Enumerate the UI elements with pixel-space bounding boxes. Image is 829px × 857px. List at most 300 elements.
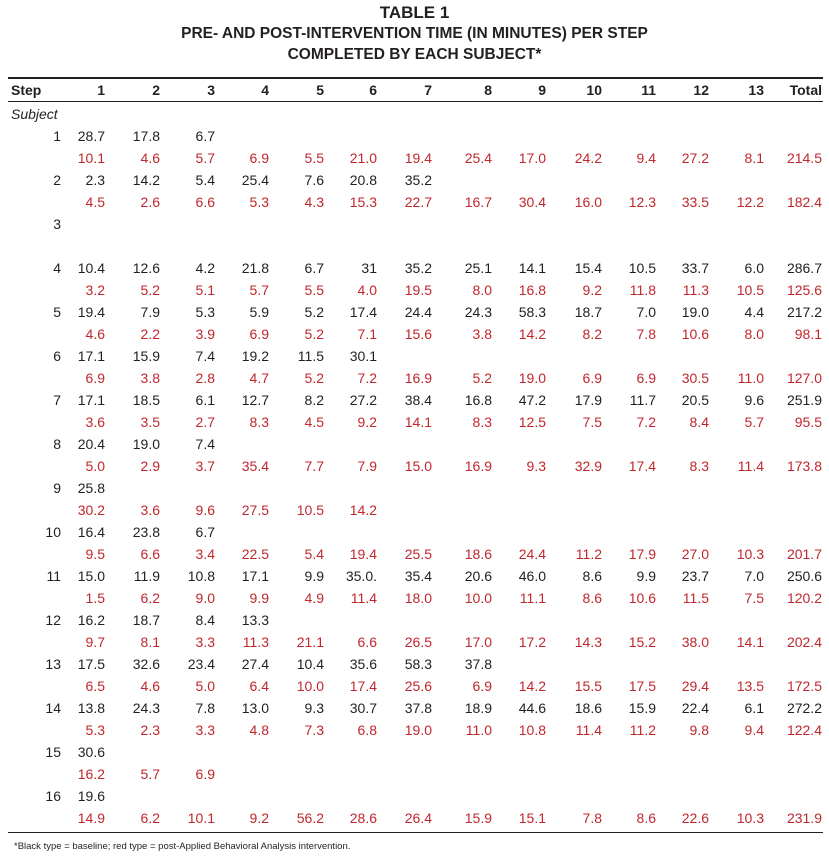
post-intervention-value: 21.0 <box>349 150 377 166</box>
baseline-value: 11.7 <box>629 392 656 408</box>
baseline-value: 10.8 <box>187 568 215 584</box>
baseline-value: 17.5 <box>77 656 105 672</box>
baseline-value: 10.5 <box>628 260 656 276</box>
post-intervention-value: 17.5 <box>628 678 656 694</box>
post-intervention-value: 6.9 <box>195 766 215 782</box>
post-intervention-value: 6.9 <box>249 326 269 342</box>
baseline-value: 24.3 <box>464 304 492 320</box>
post-intervention-value: 5.0 <box>85 458 105 474</box>
subject-id: 6 <box>53 348 61 364</box>
post-intervention-value: 11.0 <box>465 722 492 738</box>
post-intervention-value: 21.1 <box>296 634 324 650</box>
subject-id: 4 <box>53 260 61 276</box>
post-intervention-value: 12.3 <box>628 194 656 210</box>
baseline-value: 35.2 <box>404 172 432 188</box>
baseline-value: 20.5 <box>681 392 709 408</box>
post-intervention-value: 120.2 <box>786 590 822 606</box>
post-intervention-value: 8.3 <box>249 414 269 430</box>
baseline-value: 28.7 <box>77 128 105 144</box>
post-intervention-value: 3.8 <box>140 370 160 386</box>
subject-id: 16 <box>45 788 61 804</box>
baseline-value: 17.9 <box>574 392 602 408</box>
column-header: 2 <box>152 82 160 98</box>
post-intervention-value: 5.2 <box>304 370 324 386</box>
post-intervention-value: 19.5 <box>404 282 432 298</box>
post-intervention-value: 19.4 <box>404 150 432 166</box>
baseline-value: 30.7 <box>349 700 377 716</box>
baseline-value: 9.9 <box>304 568 324 584</box>
post-intervention-value: 3.8 <box>472 326 492 342</box>
baseline-value: 58.3 <box>518 304 546 320</box>
header-rule <box>8 101 823 102</box>
post-intervention-value: 4.6 <box>85 326 105 342</box>
post-intervention-value: 14.2 <box>349 502 377 518</box>
baseline-value: 6.7 <box>304 260 324 276</box>
post-intervention-value: 172.5 <box>786 678 822 694</box>
post-intervention-value: 7.3 <box>304 722 324 738</box>
post-intervention-value: 11.0 <box>737 370 764 386</box>
baseline-value: 8.2 <box>304 392 324 408</box>
baseline-value: 14.2 <box>132 172 160 188</box>
post-intervention-value: 12.2 <box>736 194 764 210</box>
post-intervention-value: 15.1 <box>518 810 546 826</box>
post-intervention-value: 15.0 <box>404 458 432 474</box>
post-intervention-value: 14.3 <box>574 634 602 650</box>
post-intervention-value: 17.4 <box>628 458 656 474</box>
post-intervention-value: 28.6 <box>349 810 377 826</box>
post-intervention-value: 9.7 <box>85 634 105 650</box>
post-intervention-value: 4.7 <box>249 370 269 386</box>
post-intervention-value: 14.2 <box>518 326 546 342</box>
post-intervention-value: 6.9 <box>472 678 492 694</box>
post-intervention-value: 25.5 <box>404 546 432 562</box>
post-intervention-value: 5.3 <box>85 722 105 738</box>
post-intervention-value: 5.2 <box>140 282 160 298</box>
post-intervention-value: 8.6 <box>636 810 656 826</box>
baseline-value: 19.4 <box>77 304 105 320</box>
subject-header-label: Subject <box>11 106 58 122</box>
post-intervention-value: 6.9 <box>249 150 269 166</box>
baseline-value: 22.4 <box>681 700 709 716</box>
baseline-value: 20.4 <box>77 436 105 452</box>
post-intervention-value: 18.0 <box>404 590 432 606</box>
baseline-value: 19.0 <box>132 436 160 452</box>
post-intervention-value: 17.0 <box>464 634 492 650</box>
post-intervention-value: 95.5 <box>794 414 822 430</box>
post-intervention-value: 7.5 <box>744 590 764 606</box>
baseline-value: 27.2 <box>349 392 377 408</box>
baseline-value: 17.1 <box>77 348 105 364</box>
post-intervention-value: 8.0 <box>744 326 764 342</box>
post-intervention-value: 32.9 <box>574 458 602 474</box>
post-intervention-value: 11.3 <box>682 282 709 298</box>
post-intervention-value: 19.0 <box>518 370 546 386</box>
baseline-value: 58.3 <box>404 656 432 672</box>
subject-id: 1 <box>53 128 61 144</box>
post-intervention-value: 11.2 <box>575 546 602 562</box>
post-intervention-value: 10.5 <box>736 282 764 298</box>
post-intervention-value: 13.5 <box>736 678 764 694</box>
baseline-value: 18.7 <box>574 304 602 320</box>
post-intervention-value: 3.3 <box>195 634 215 650</box>
step-header-label: Step <box>11 82 42 98</box>
post-intervention-value: 15.6 <box>404 326 432 342</box>
post-intervention-value: 5.3 <box>249 194 269 210</box>
post-intervention-value: 3.2 <box>85 282 105 298</box>
post-intervention-value: 16.9 <box>464 458 492 474</box>
baseline-value: 19.2 <box>241 348 269 364</box>
table-number: TABLE 1 <box>379 3 450 22</box>
post-intervention-value: 3.7 <box>195 458 215 474</box>
subject-id: 3 <box>53 216 61 232</box>
post-intervention-value: 5.7 <box>249 282 269 298</box>
baseline-value: 30.1 <box>349 348 377 364</box>
baseline-value: 25.4 <box>241 172 269 188</box>
baseline-value: 19.0 <box>681 304 709 320</box>
baseline-value: 23.8 <box>132 524 160 540</box>
post-intervention-value: 3.3 <box>195 722 215 738</box>
post-intervention-value: 6.2 <box>140 810 160 826</box>
post-intervention-value: 22.6 <box>681 810 709 826</box>
post-intervention-value: 11.1 <box>519 590 546 606</box>
post-intervention-value: 27.0 <box>681 546 709 562</box>
post-intervention-value: 6.6 <box>140 546 160 562</box>
baseline-value: 18.7 <box>132 612 160 628</box>
post-intervention-value: 10.0 <box>296 678 324 694</box>
post-intervention-value: 2.8 <box>195 370 215 386</box>
post-intervention-value: 9.2 <box>249 810 269 826</box>
baseline-value: 32.6 <box>132 656 160 672</box>
baseline-value: 17.8 <box>132 128 160 144</box>
post-intervention-value: 30.4 <box>518 194 546 210</box>
post-intervention-value: 14.2 <box>518 678 546 694</box>
post-intervention-value: 6.5 <box>85 678 105 694</box>
post-intervention-value: 10.5 <box>296 502 324 518</box>
post-intervention-value: 3.5 <box>140 414 160 430</box>
post-intervention-value: 4.5 <box>85 194 105 210</box>
post-intervention-value: 9.6 <box>195 502 215 518</box>
post-intervention-value: 6.2 <box>140 590 160 606</box>
post-intervention-value: 4.3 <box>304 194 324 210</box>
baseline-value: 10.4 <box>77 260 105 276</box>
column-header: 12 <box>693 82 709 98</box>
post-intervention-value: 17.4 <box>349 678 377 694</box>
column-header: 4 <box>261 82 269 98</box>
baseline-value: 5.3 <box>195 304 215 320</box>
post-intervention-value: 7.2 <box>636 414 656 430</box>
subject-id: 13 <box>45 656 61 672</box>
column-header: 7 <box>424 82 432 98</box>
baseline-value: 9.6 <box>744 392 764 408</box>
post-intervention-value: 16.8 <box>518 282 546 298</box>
post-intervention-value: 6.9 <box>582 370 602 386</box>
post-intervention-value: 11.5 <box>682 590 709 606</box>
column-header: 1 <box>97 82 105 98</box>
post-intervention-value: 22.5 <box>241 546 269 562</box>
post-intervention-value: 30.2 <box>77 502 105 518</box>
post-intervention-value: 14.9 <box>77 810 105 826</box>
column-header: 6 <box>369 82 377 98</box>
post-intervention-value: 10.0 <box>464 590 492 606</box>
baseline-value: 17.4 <box>349 304 377 320</box>
post-intervention-value: 4.8 <box>249 722 269 738</box>
post-intervention-value: 6.8 <box>357 722 377 738</box>
baseline-value: 20.8 <box>349 172 377 188</box>
post-intervention-value: 4.6 <box>140 150 160 166</box>
post-intervention-value: 7.5 <box>582 414 602 430</box>
column-header: 8 <box>484 82 492 98</box>
post-intervention-value: 35.4 <box>241 458 269 474</box>
baseline-value: 21.8 <box>241 260 269 276</box>
post-intervention-value: 17.0 <box>518 150 546 166</box>
post-intervention-value: 98.1 <box>794 326 822 342</box>
post-intervention-value: 5.2 <box>472 370 492 386</box>
subject-id: 15 <box>45 744 61 760</box>
post-intervention-value: 12.5 <box>518 414 546 430</box>
baseline-value: 46.0 <box>518 568 546 584</box>
baseline-value: 47.2 <box>518 392 546 408</box>
post-intervention-value: 14.1 <box>404 414 432 430</box>
baseline-value: 2.3 <box>85 172 105 188</box>
baseline-value: 7.8 <box>195 700 215 716</box>
post-intervention-value: 5.5 <box>304 150 324 166</box>
post-intervention-value: 4.9 <box>304 590 324 606</box>
post-intervention-value: 5.0 <box>195 678 215 694</box>
column-header: Total <box>789 82 822 98</box>
post-intervention-value: 9.3 <box>526 458 546 474</box>
post-intervention-value: 9.8 <box>689 722 709 738</box>
post-intervention-value: 11.3 <box>242 634 269 650</box>
baseline-value: 15.4 <box>574 260 602 276</box>
baseline-value: 27.4 <box>241 656 269 672</box>
baseline-value: 15.9 <box>132 348 160 364</box>
post-intervention-value: 5.7 <box>744 414 764 430</box>
post-intervention-value: 127.0 <box>786 370 822 386</box>
post-intervention-value: 26.5 <box>404 634 432 650</box>
post-intervention-value: 38.0 <box>681 634 709 650</box>
baseline-value: 13.3 <box>241 612 269 628</box>
post-intervention-value: 5.2 <box>304 326 324 342</box>
baseline-value: 35.6 <box>349 656 377 672</box>
post-intervention-value: 8.0 <box>472 282 492 298</box>
post-intervention-value: 19.0 <box>404 722 432 738</box>
post-intervention-value: 14.1 <box>736 634 764 650</box>
baseline-value: 9.3 <box>304 700 324 716</box>
baseline-value: 6.0 <box>744 260 764 276</box>
baseline-value: 30.6 <box>77 744 105 760</box>
post-intervention-value: 16.9 <box>404 370 432 386</box>
baseline-value: 16.8 <box>464 392 492 408</box>
post-intervention-value: 15.2 <box>628 634 656 650</box>
baseline-value: 25.8 <box>77 480 105 496</box>
post-intervention-value: 8.1 <box>744 150 764 166</box>
baseline-value: 9.9 <box>636 568 656 584</box>
baseline-value: 24.3 <box>132 700 160 716</box>
subject-id: 7 <box>53 392 61 408</box>
table-caption-line-2: COMPLETED BY EACH SUBJECT* <box>287 46 542 63</box>
baseline-value: 17.1 <box>241 568 269 584</box>
baseline-value: 24.4 <box>404 304 432 320</box>
baseline-value: 7.6 <box>304 172 324 188</box>
baseline-value: 23.7 <box>681 568 709 584</box>
baseline-value: 217.2 <box>786 304 822 320</box>
post-intervention-value: 9.4 <box>744 722 764 738</box>
post-intervention-value: 16.7 <box>464 194 492 210</box>
column-header: 11 <box>641 82 656 98</box>
baseline-value: 33.7 <box>681 260 709 276</box>
post-intervention-value: 2.2 <box>140 326 160 342</box>
subject-id: 5 <box>53 304 61 320</box>
baseline-value: 4.2 <box>195 260 215 276</box>
post-intervention-value: 8.3 <box>689 458 709 474</box>
post-intervention-value: 11.4 <box>350 590 377 606</box>
post-intervention-value: 7.8 <box>582 810 602 826</box>
post-intervention-value: 6.4 <box>249 678 269 694</box>
baseline-value: 286.7 <box>786 260 822 276</box>
baseline-value: 31 <box>361 260 377 276</box>
baseline-value: 7.4 <box>195 436 215 452</box>
column-header: 3 <box>207 82 215 98</box>
post-intervention-value: 2.6 <box>140 194 160 210</box>
column-header: 9 <box>538 82 546 98</box>
subject-id: 8 <box>53 436 61 452</box>
post-intervention-value: 10.8 <box>518 722 546 738</box>
post-intervention-value: 7.7 <box>304 458 324 474</box>
post-intervention-value: 8.3 <box>472 414 492 430</box>
post-intervention-value: 8.1 <box>140 634 160 650</box>
post-intervention-value: 5.7 <box>195 150 215 166</box>
post-intervention-value: 25.6 <box>404 678 432 694</box>
baseline-value: 35.2 <box>404 260 432 276</box>
baseline-value: 13.0 <box>241 700 269 716</box>
baseline-value: 251.9 <box>786 392 822 408</box>
baseline-value: 15.0 <box>77 568 105 584</box>
baseline-value: 19.6 <box>77 788 105 804</box>
baseline-value: 8.4 <box>195 612 215 628</box>
subject-id: 9 <box>53 480 61 496</box>
post-intervention-value: 4.0 <box>357 282 377 298</box>
baseline-value: 7.0 <box>744 568 764 584</box>
post-intervention-value: 1.5 <box>85 590 105 606</box>
baseline-value: 5.4 <box>195 172 215 188</box>
post-intervention-value: 10.3 <box>736 810 764 826</box>
baseline-value: 12.7 <box>241 392 269 408</box>
post-intervention-value: 18.6 <box>464 546 492 562</box>
bottom-rule <box>8 832 823 833</box>
baseline-value: 25.1 <box>464 260 492 276</box>
post-intervention-value: 182.4 <box>786 194 822 210</box>
post-intervention-value: 3.6 <box>85 414 105 430</box>
post-intervention-value: 24.2 <box>574 150 602 166</box>
baseline-value: 272.2 <box>786 700 822 716</box>
baseline-value: 17.1 <box>77 392 105 408</box>
post-intervention-value: 2.7 <box>195 414 215 430</box>
post-intervention-value: 10.1 <box>77 150 105 166</box>
post-intervention-value: 9.2 <box>357 414 377 430</box>
column-header: 5 <box>316 82 324 98</box>
baseline-value: 11.9 <box>133 568 160 584</box>
baseline-value: 35.4 <box>404 568 432 584</box>
baseline-value: 18.9 <box>464 700 492 716</box>
post-intervention-value: 6.6 <box>357 634 377 650</box>
post-intervention-value: 17.2 <box>518 634 546 650</box>
baseline-value: 5.9 <box>249 304 269 320</box>
baseline-value: 37.8 <box>464 656 492 672</box>
post-intervention-value: 11.2 <box>629 722 656 738</box>
post-intervention-value: 6.9 <box>85 370 105 386</box>
post-intervention-value: 10.6 <box>628 590 656 606</box>
baseline-value: 7.4 <box>195 348 215 364</box>
baseline-value: 35.0. <box>345 568 377 584</box>
post-intervention-value: 6.9 <box>636 370 656 386</box>
post-intervention-value: 24.4 <box>518 546 546 562</box>
post-intervention-value: 10.6 <box>681 326 709 342</box>
subject-id: 11 <box>46 568 61 584</box>
baseline-value: 16.2 <box>77 612 105 628</box>
post-intervention-value: 8.6 <box>582 590 602 606</box>
post-intervention-value: 173.8 <box>786 458 822 474</box>
post-intervention-value: 22.7 <box>404 194 432 210</box>
subject-id: 10 <box>45 524 61 540</box>
post-intervention-value: 15.5 <box>574 678 602 694</box>
baseline-value: 37.8 <box>404 700 432 716</box>
post-intervention-value: 7.9 <box>357 458 377 474</box>
post-intervention-value: 15.9 <box>464 810 492 826</box>
baseline-value: 38.4 <box>404 392 432 408</box>
post-intervention-value: 10.3 <box>736 546 764 562</box>
post-intervention-value: 214.5 <box>786 150 822 166</box>
post-intervention-value: 9.2 <box>582 282 602 298</box>
baseline-value: 6.7 <box>195 128 215 144</box>
post-intervention-value: 10.1 <box>187 810 215 826</box>
post-intervention-value: 125.6 <box>786 282 822 298</box>
post-intervention-value: 11.4 <box>737 458 764 474</box>
post-intervention-value: 33.5 <box>681 194 709 210</box>
post-intervention-value: 5.7 <box>140 766 160 782</box>
column-header: 13 <box>748 82 764 98</box>
post-intervention-value: 3.6 <box>140 502 160 518</box>
baseline-value: 23.4 <box>187 656 215 672</box>
baseline-value: 250.6 <box>786 568 822 584</box>
post-intervention-value: 7.2 <box>357 370 377 386</box>
post-intervention-value: 9.5 <box>85 546 105 562</box>
post-intervention-value: 3.9 <box>195 326 215 342</box>
post-intervention-value: 7.1 <box>357 326 377 342</box>
post-intervention-value: 30.5 <box>681 370 709 386</box>
post-intervention-value: 15.3 <box>349 194 377 210</box>
post-intervention-value: 19.4 <box>349 546 377 562</box>
post-intervention-value: 11.8 <box>629 282 656 298</box>
post-intervention-value: 7.8 <box>636 326 656 342</box>
baseline-value: 14.1 <box>518 260 546 276</box>
baseline-value: 44.6 <box>518 700 546 716</box>
post-intervention-value: 6.6 <box>195 194 215 210</box>
subject-id: 14 <box>45 700 61 716</box>
baseline-value: 7.0 <box>636 304 656 320</box>
subject-id: 12 <box>45 612 61 628</box>
post-intervention-value: 201.7 <box>786 546 822 562</box>
post-intervention-value: 9.0 <box>195 590 215 606</box>
post-intervention-value: 4.6 <box>140 678 160 694</box>
post-intervention-value: 5.5 <box>304 282 324 298</box>
baseline-value: 20.6 <box>464 568 492 584</box>
post-intervention-value: 26.4 <box>404 810 432 826</box>
table-caption-line-1: PRE- AND POST-INTERVENTION TIME (IN MINUTES) PER STEP <box>181 25 648 42</box>
column-header: 10 <box>586 82 602 98</box>
post-intervention-value: 4.5 <box>304 414 324 430</box>
baseline-value: 6.7 <box>195 524 215 540</box>
baseline-value: 6.1 <box>744 700 764 716</box>
